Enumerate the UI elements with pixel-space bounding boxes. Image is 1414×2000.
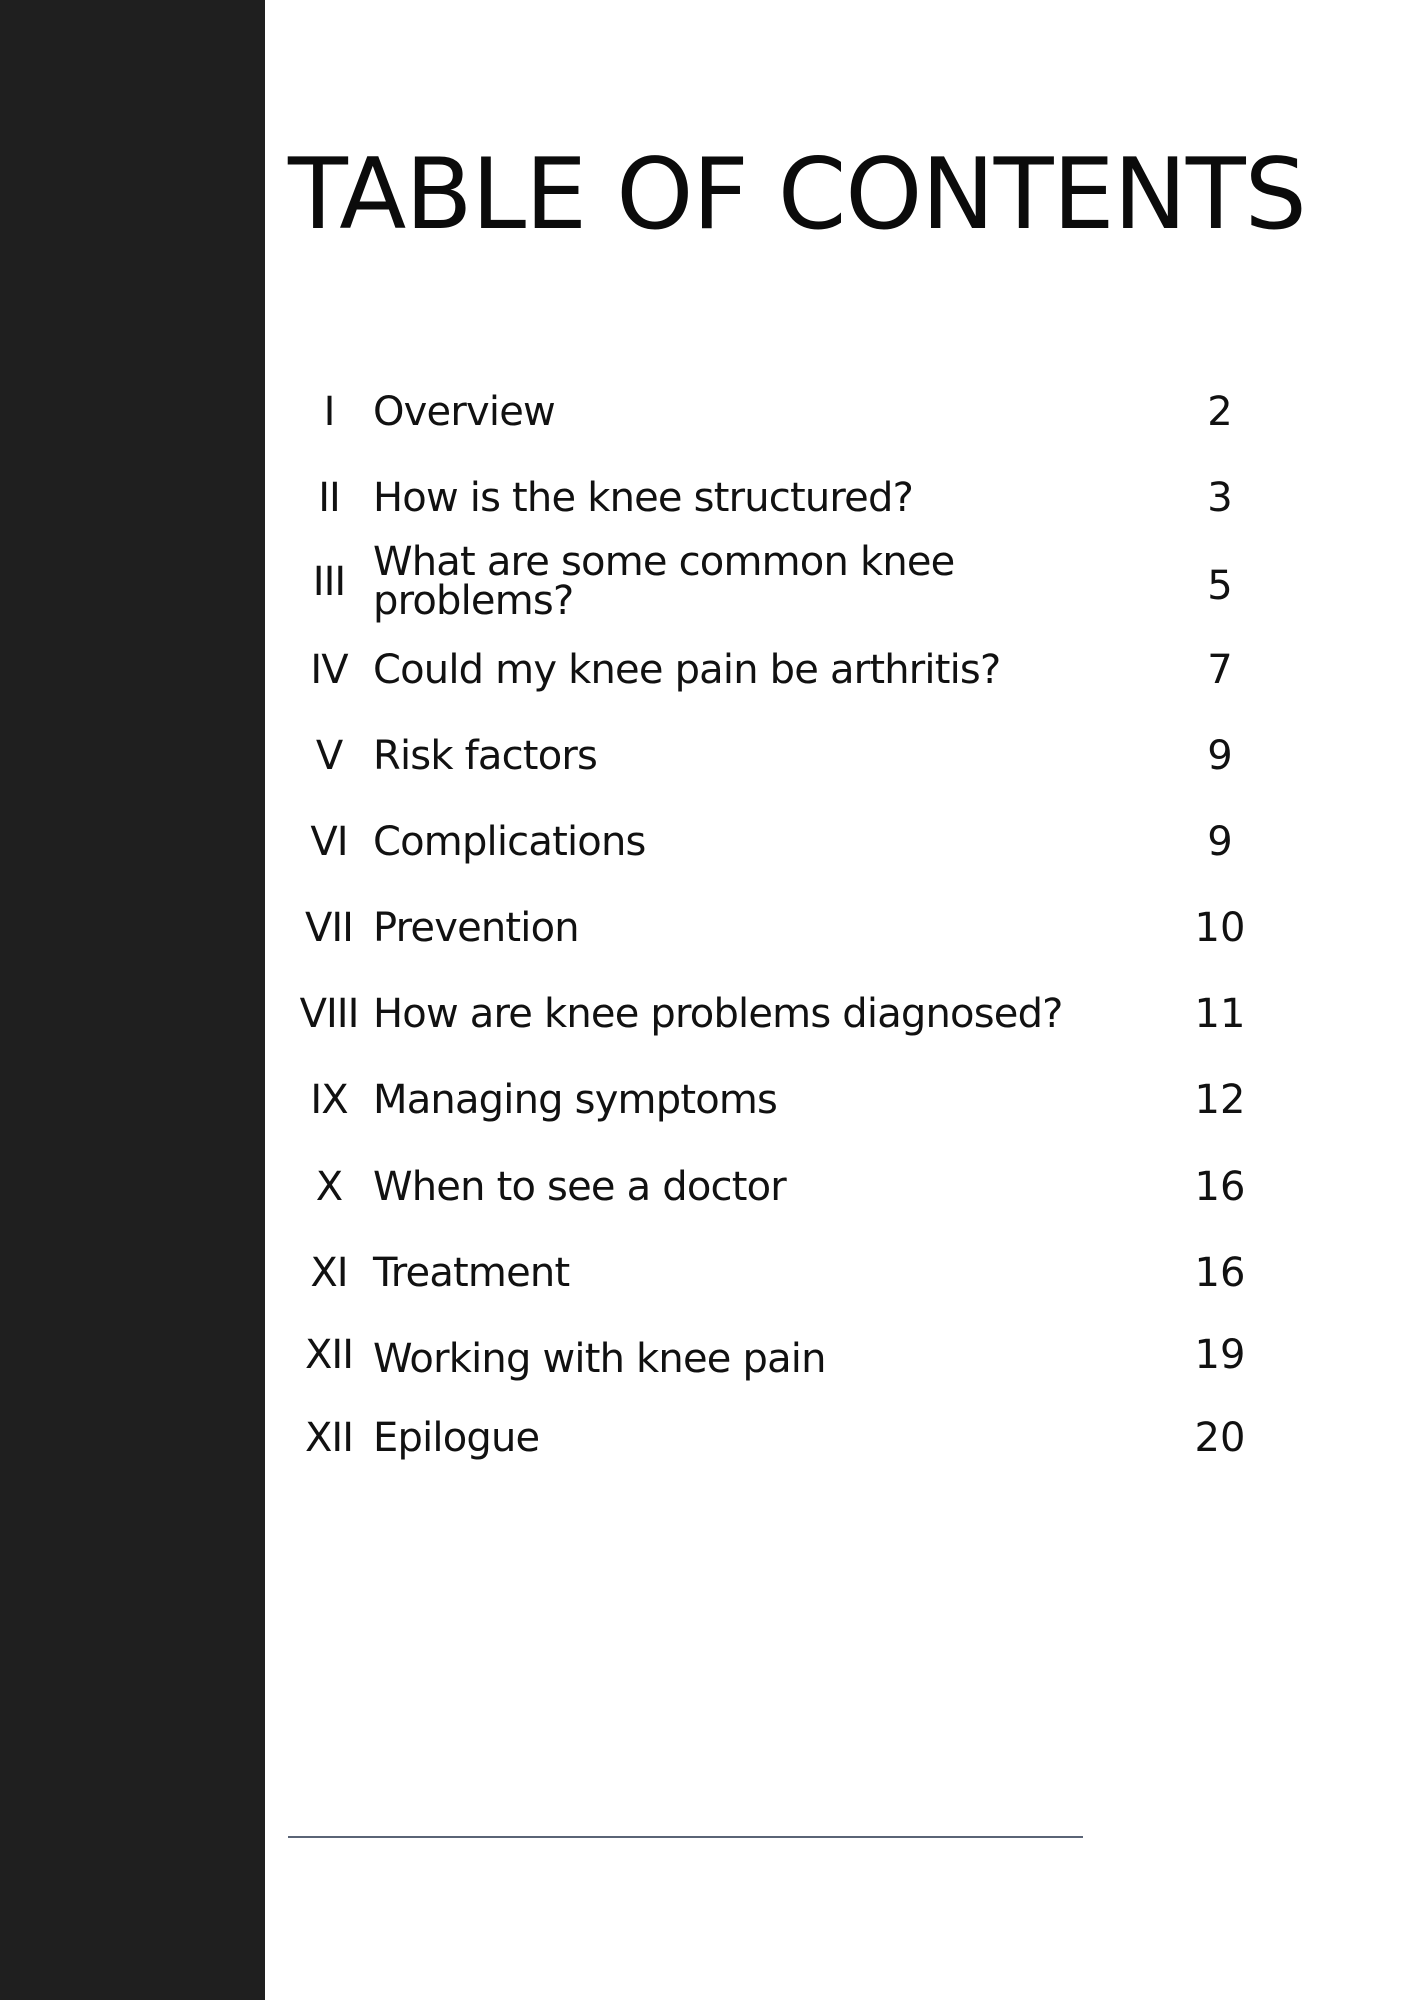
toc-entry[interactable] [290,817,1270,867]
toc-entry[interactable] [290,539,1270,624]
toc-entry[interactable] [290,1075,1270,1125]
toc-title: How is the knee structured? [373,475,914,521]
toc-page-number: 9 [1207,819,1233,865]
toc-numeral: III [312,559,346,605]
toc-title: When to see a doctor [373,1164,786,1210]
toc-entry[interactable] [290,387,1270,437]
toc-title: Epilogue [373,1415,540,1461]
toc-title: Complications [373,819,646,865]
toc-numeral: V [315,733,343,779]
toc-title: Treatment [373,1250,570,1296]
toc-title: What are some common knee problems? [373,539,955,624]
toc-page-number: 20 [1194,1415,1246,1461]
page-title: TABLE OF CONTENTS [288,138,1306,252]
toc-page-number: 16 [1194,1164,1246,1210]
toc-title: Prevention [373,905,579,951]
toc-numeral: VI [310,819,348,865]
toc-entry[interactable] [290,1162,1270,1212]
toc-entry[interactable] [290,645,1270,695]
toc-numeral: XII [305,1415,353,1461]
toc-title: Overview [373,389,555,435]
toc-entry[interactable] [290,1248,1270,1298]
toc-page-number: 10 [1194,905,1246,951]
toc-title: Working with knee pain [373,1336,826,1382]
toc-numeral: VII [305,905,353,951]
toc-entry[interactable] [290,989,1270,1039]
toc-title: Managing symptoms [373,1077,778,1123]
toc-page-number: 3 [1207,475,1233,521]
toc-page-number: 5 [1207,563,1233,609]
toc-numeral: X [315,1164,343,1210]
toc-numeral: II [318,475,340,521]
toc-entry[interactable] [290,903,1270,953]
toc-entry[interactable] [290,473,1270,523]
toc-title: Risk factors [373,733,598,779]
toc-numeral: I [323,389,335,435]
toc-page-number: 19 [1194,1332,1246,1378]
toc-page-number: 7 [1207,647,1233,693]
toc-page-number: 16 [1194,1250,1246,1296]
toc-numeral: XII [305,1332,353,1378]
toc-entry[interactable] [290,1330,1270,1380]
toc-entry[interactable] [290,731,1270,781]
toc-page-number: 12 [1194,1077,1246,1123]
toc-numeral: XI [310,1250,348,1296]
dark-sidebar-band [0,0,265,2000]
bottom-divider-line [288,1836,1083,1838]
toc-numeral: IX [310,1077,348,1123]
toc-title: Could my knee pain be arthritis? [373,647,1001,693]
toc-page-number: 11 [1194,991,1246,1037]
toc-page-number: 2 [1207,389,1233,435]
toc-title: How are knee problems diagnosed? [373,991,1063,1037]
toc-numeral: VIII [299,991,359,1037]
toc-page-number: 9 [1207,733,1233,779]
toc-numeral: IV [310,647,348,693]
toc-entry[interactable] [290,1413,1270,1463]
